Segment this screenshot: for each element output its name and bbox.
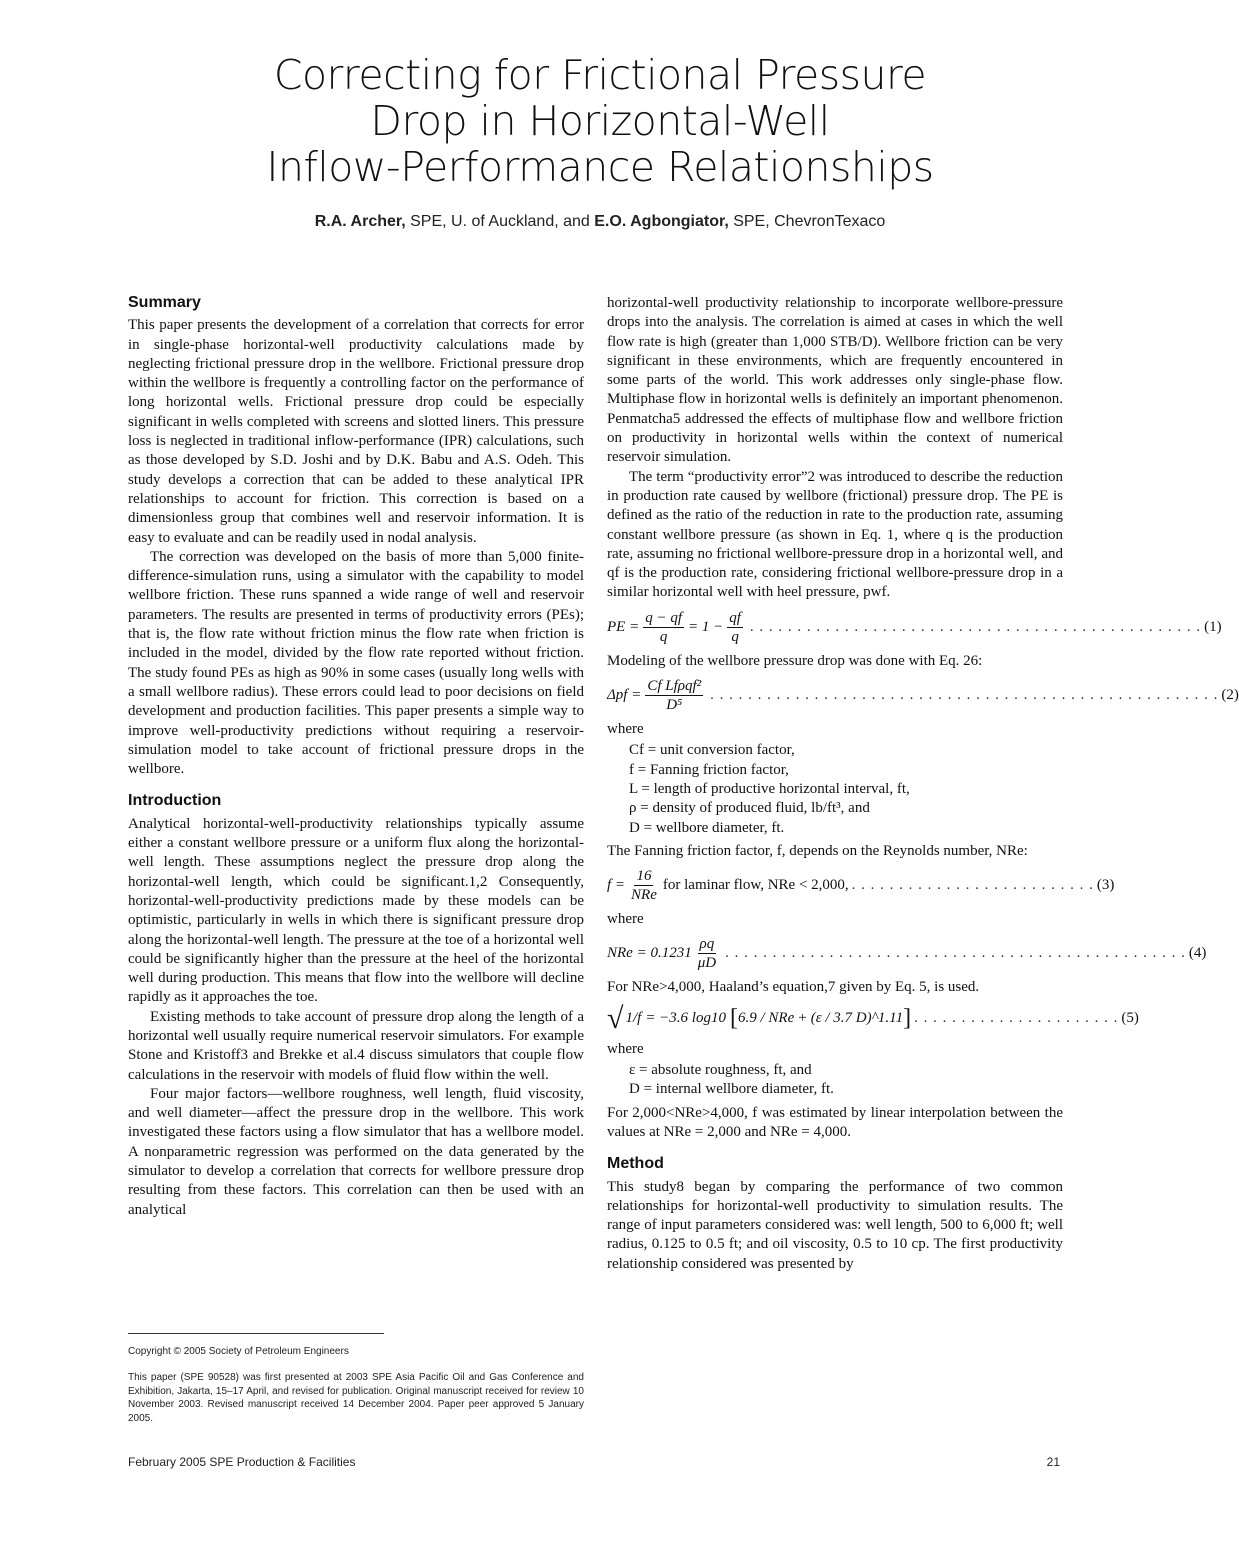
title-line-3: Inflow-Performance Relationships	[266, 143, 934, 191]
eq4-number: (4)	[1188, 945, 1207, 962]
right-column	[607, 294, 1239, 1274]
nomenclature-item: Cf = unit conversion factor,	[629, 742, 795, 759]
author-name-1: R.A. Archer,	[314, 213, 406, 230]
nomenclature-item: D = internal wellbore diameter, ft.	[629, 1081, 834, 1098]
right-paragraph-3: Modeling of the wellbore pressure drop was done with Eq. 26:	[607, 652, 983, 669]
eq5-term-1: 6.9 / NRe	[737, 1010, 795, 1027]
eq1-lhs: PE =	[607, 618, 640, 635]
nomenclature-list-2	[629, 1061, 1063, 1100]
footnote-divider	[128, 1333, 384, 1334]
nomenclature-item: f = Fanning friction factor,	[629, 761, 789, 778]
eq1-middle: = 1 −	[688, 618, 724, 635]
eq3-numerator: 16	[636, 868, 652, 885]
summary-paragraph-2: The correction was developed on the basis of more than 5,000 finite-difference-simulation runs, using a simulator with the capability to model wellbore friction. These runs spanned a wide range of well and reservoir parameters. The results are presented in terms of productivity errors (PEs); that is, the flow rate without friction minus the flow rate when friction is included in the model, divided by the flow rate reported without friction. The study found PEs as high as 90% in some cases (usually long wells with a small wellbore radius). These errors could lead to poor decisions on field development and production facilities. This paper presents a simple way to improve well-productivity predictions without requiring a reservoir-simulation model to take account of frictional pressure drops in the wellbore.	[128, 548, 584, 778]
square-root-sign: √	[607, 1001, 624, 1035]
author-affiliation-1: SPE, U. of Auckland, and	[405, 213, 595, 230]
nomenclature-list-1	[629, 741, 1063, 837]
eq4-fraction	[696, 935, 718, 972]
eq3-denominator: NRe	[631, 887, 657, 904]
eq5-middle: = −3.6 log10	[645, 1010, 726, 1027]
eq1-denominator-2: q	[731, 628, 739, 645]
right-paragraph-5: For NRe>4,000, Haaland’s equation,7 given by Eq. 5, is used.	[607, 979, 980, 996]
left-column	[128, 293, 584, 1220]
eq1-numerator-2: qf	[729, 609, 741, 626]
summary-heading: Summary	[128, 294, 201, 311]
eq5-term-2: (ε / 3.7 D)^1.11	[810, 1010, 904, 1027]
equation-3	[607, 867, 1115, 904]
right-paragraph-2: The term “productivity error”2 was introduced to describe the reduction in production rate caused by wellbore (frictional) pressure drop. The PE is defined as the ratio of the reduction in rate to the production rate, assuming constant wellbore pressure (as shown in Eq. 1, where q is the production rate, assuming no frictional wellbore-pressure drop in a horizontal well, and qf is the production rate, considering frictional wellbore-pressure drop in a similar horizontal well with heel pressure, pwf.	[607, 468, 1063, 601]
equation-2	[607, 677, 1239, 714]
nomenclature-item: L = length of productive horizontal interval, ft,	[629, 780, 910, 797]
publication-footnote: This paper (SPE 90528) was first presented at 2003 SPE Asia Pacific Oil and Gas Conference and Exhibition, Jakarta, 15–17 April, and revised for publication. Original manuscript received for review 10 November 2003. Revised manuscript received 14 December 2004. Paper peer approved 5 January 2005.	[128, 1372, 584, 1424]
copyright-notice: Copyright © 2005 Society of Petroleum Engineers	[128, 1346, 349, 1357]
eq2-leader-dots: . . . . . . . . . . . . . . . . . . . . . . . . . . . . . . . . . . . . . . . . . . . . . . . . . . . . . .	[710, 686, 1219, 703]
eq1-numerator-1: q − qf	[645, 609, 682, 626]
where-label-2: where	[607, 911, 644, 928]
eq4-lhs: NRe = 0.1231	[607, 945, 692, 962]
introduction-paragraph-2: Existing methods to take account of pressure drop along the length of a horizontal well usually require numerical reservoir simulators. For example Stone and Kristoff3 and Brekke et al.4 discuss simulators that couple flow calculations in the reservoir with models of fluid flow within the well.	[128, 1008, 584, 1083]
eq5-lhs: 1/f	[625, 1010, 642, 1027]
author-affiliation-2: SPE, ChevronTexaco	[728, 213, 886, 230]
right-paragraph-1: horizontal-well productivity relationship to incorporate wellbore-pressure drops into the analysis. The correlation is aimed at cases in which the well flow rate is high (greater than 1,000 STB/D). Wellbore friction can be very significant in these environments, which are frequently encountered in some parts of the world. This work addresses only single-phase flow. Multiphase flow in horizontal wells is definitely an important phenomenon. Penmatcha5 addressed the effects of multiphase flow and wellbore friction on productivity in horizontal wells within the context of numerical reservoir simulation.	[607, 295, 1063, 466]
equation-1	[607, 609, 1222, 646]
eq3-leader-dots: . . . . . . . . . . . . . . . . . . . . . . . . . .	[851, 876, 1094, 893]
eq3-fraction	[629, 867, 659, 904]
paper-title	[0, 52, 1200, 190]
eq1-number: (1)	[1204, 618, 1222, 635]
method-heading: Method	[607, 1155, 664, 1173]
nomenclature-item: ρ = density of produced fluid, lb/ft³, and	[629, 800, 870, 817]
introduction-heading: Introduction	[128, 792, 222, 810]
eq2-number: (2)	[1221, 686, 1239, 703]
right-paragraph-6: For 2,000<NRe>4,000, f was estimated by linear interpolation between the values at NRe = 2,000 and NRe = 4,000.	[607, 1104, 1063, 1140]
eq5-leader-dots: . . . . . . . . . . . . . . . . . . . . . .	[914, 1010, 1119, 1027]
method-paragraph-1: This study8 began by comparing the performance of two common relationships for horizontal-well productivity to simulation results. The range of input parameters considered was: well length, 500 to 6,000 ft; well radius, 0.125 to 0.5 ft; and oil viscosity, 0.5 to 10 cp. The first productivity relationship considered was presented by	[607, 1178, 1063, 1272]
journal-footer: February 2005 SPE Production & Facilities	[128, 1455, 356, 1469]
equation-5	[607, 1001, 1139, 1035]
summary-paragraph-1: This paper presents the development of a correlation that corrects for error in single-phase horizontal-well productivity calculations made by neglecting frictional pressure drop in the wellbore. Frictional pressure drop within the wellbore is frequently a controlling factor on the performance of long horizontal wells. Frictional pressure drop could be especially significant in wells completed with screens and slotted liners. This pressure loss is neglected in traditional inflow-performance (IPR) calculations, such as those developed by S.D. Joshi and by D.K. Babu and A.S. Odeh. This study develops a correction that can be added to these analytical IPR relationships to account for friction. This correction is based on a dimensionless group that combines well and reservoir information. It is easy to evaluate and can be readily used in nodal analysis.	[128, 317, 584, 546]
eq2-denominator: D⁵	[666, 697, 683, 714]
eq2-numerator: Cf Lfρqf²	[647, 678, 702, 695]
title-line-2: Drop in Horizontal-Well	[370, 97, 830, 145]
eq4-leader-dots: . . . . . . . . . . . . . . . . . . . . . . . . . . . . . . . . . . . . . . . . . . . . . . . . .	[725, 945, 1186, 962]
eq1-denominator-1: q	[659, 628, 668, 645]
eq1-fraction-1	[643, 609, 684, 646]
eq5-plus: +	[798, 1010, 807, 1027]
eq4-denominator: μD	[697, 955, 717, 972]
eq3-condition: for laminar flow, NRe < 2,000,	[662, 876, 849, 893]
nomenclature-item: D = wellbore diameter, ft.	[629, 819, 785, 836]
introduction-paragraph-3: Four major factors—wellbore roughness, well length, fluid viscosity, and well diameter—affect the pressure drop in the wellbore. This work investigated these factors using a flow simulator that has a wellbore model. A nonparametric regression was performed on the data generated by the simulator to develop a correlation that corrects for wellbore pressure drop resulting from these factors. This correlation can then be used with an analytical	[128, 1085, 584, 1218]
right-paragraph-4: The Fanning friction factor, f, depends on the Reynolds number, NRe:	[607, 842, 1028, 859]
page-number: 21	[1046, 1455, 1060, 1469]
author-line	[0, 213, 1200, 231]
nomenclature-item: ε = absolute roughness, ft, and	[629, 1062, 812, 1079]
eq5-number: (5)	[1121, 1010, 1139, 1027]
eq2-fraction	[645, 677, 703, 714]
eq1-fraction-2	[727, 609, 743, 646]
author-name-2: E.O. Agbongiator,	[594, 213, 729, 230]
eq5-close-bracket: ]	[903, 1005, 912, 1032]
eq3-lhs: f =	[607, 876, 626, 893]
title-line-1: Correcting for Frictional Pressure	[273, 51, 927, 99]
introduction-paragraph-1: Analytical horizontal-well-productivity relationships typically assume either a constant wellbore pressure or a uniform flux along the horizontal-well length. These assumptions neglect the pressure drop along the horizontal-well length, which could be significant.1,2 Consequently, horizontal-well-productivity predictions made by these models can be optimistic, particularly in wells in which there is significant pressure drop along the horizontal-well length. The pressure at the toe of a horizontal well could be significantly higher than the pressure at the heel of the horizontal well during production. This means that flow into the wellbore will decline rapidly as it approaches the toe.	[128, 815, 584, 1006]
eq1-leader-dots: . . . . . . . . . . . . . . . . . . . . . . . . . . . . . . . . . . . . . . . . . . . . . . . .	[749, 618, 1202, 635]
eq2-lhs: Δpf =	[607, 686, 642, 703]
eq3-number: (3)	[1096, 876, 1115, 893]
eq4-numerator: ρq	[699, 936, 715, 953]
where-label-3: where	[607, 1040, 644, 1057]
eq5-open-bracket: [	[729, 1005, 738, 1032]
where-label-1: where	[607, 721, 644, 738]
equation-4	[607, 935, 1207, 972]
